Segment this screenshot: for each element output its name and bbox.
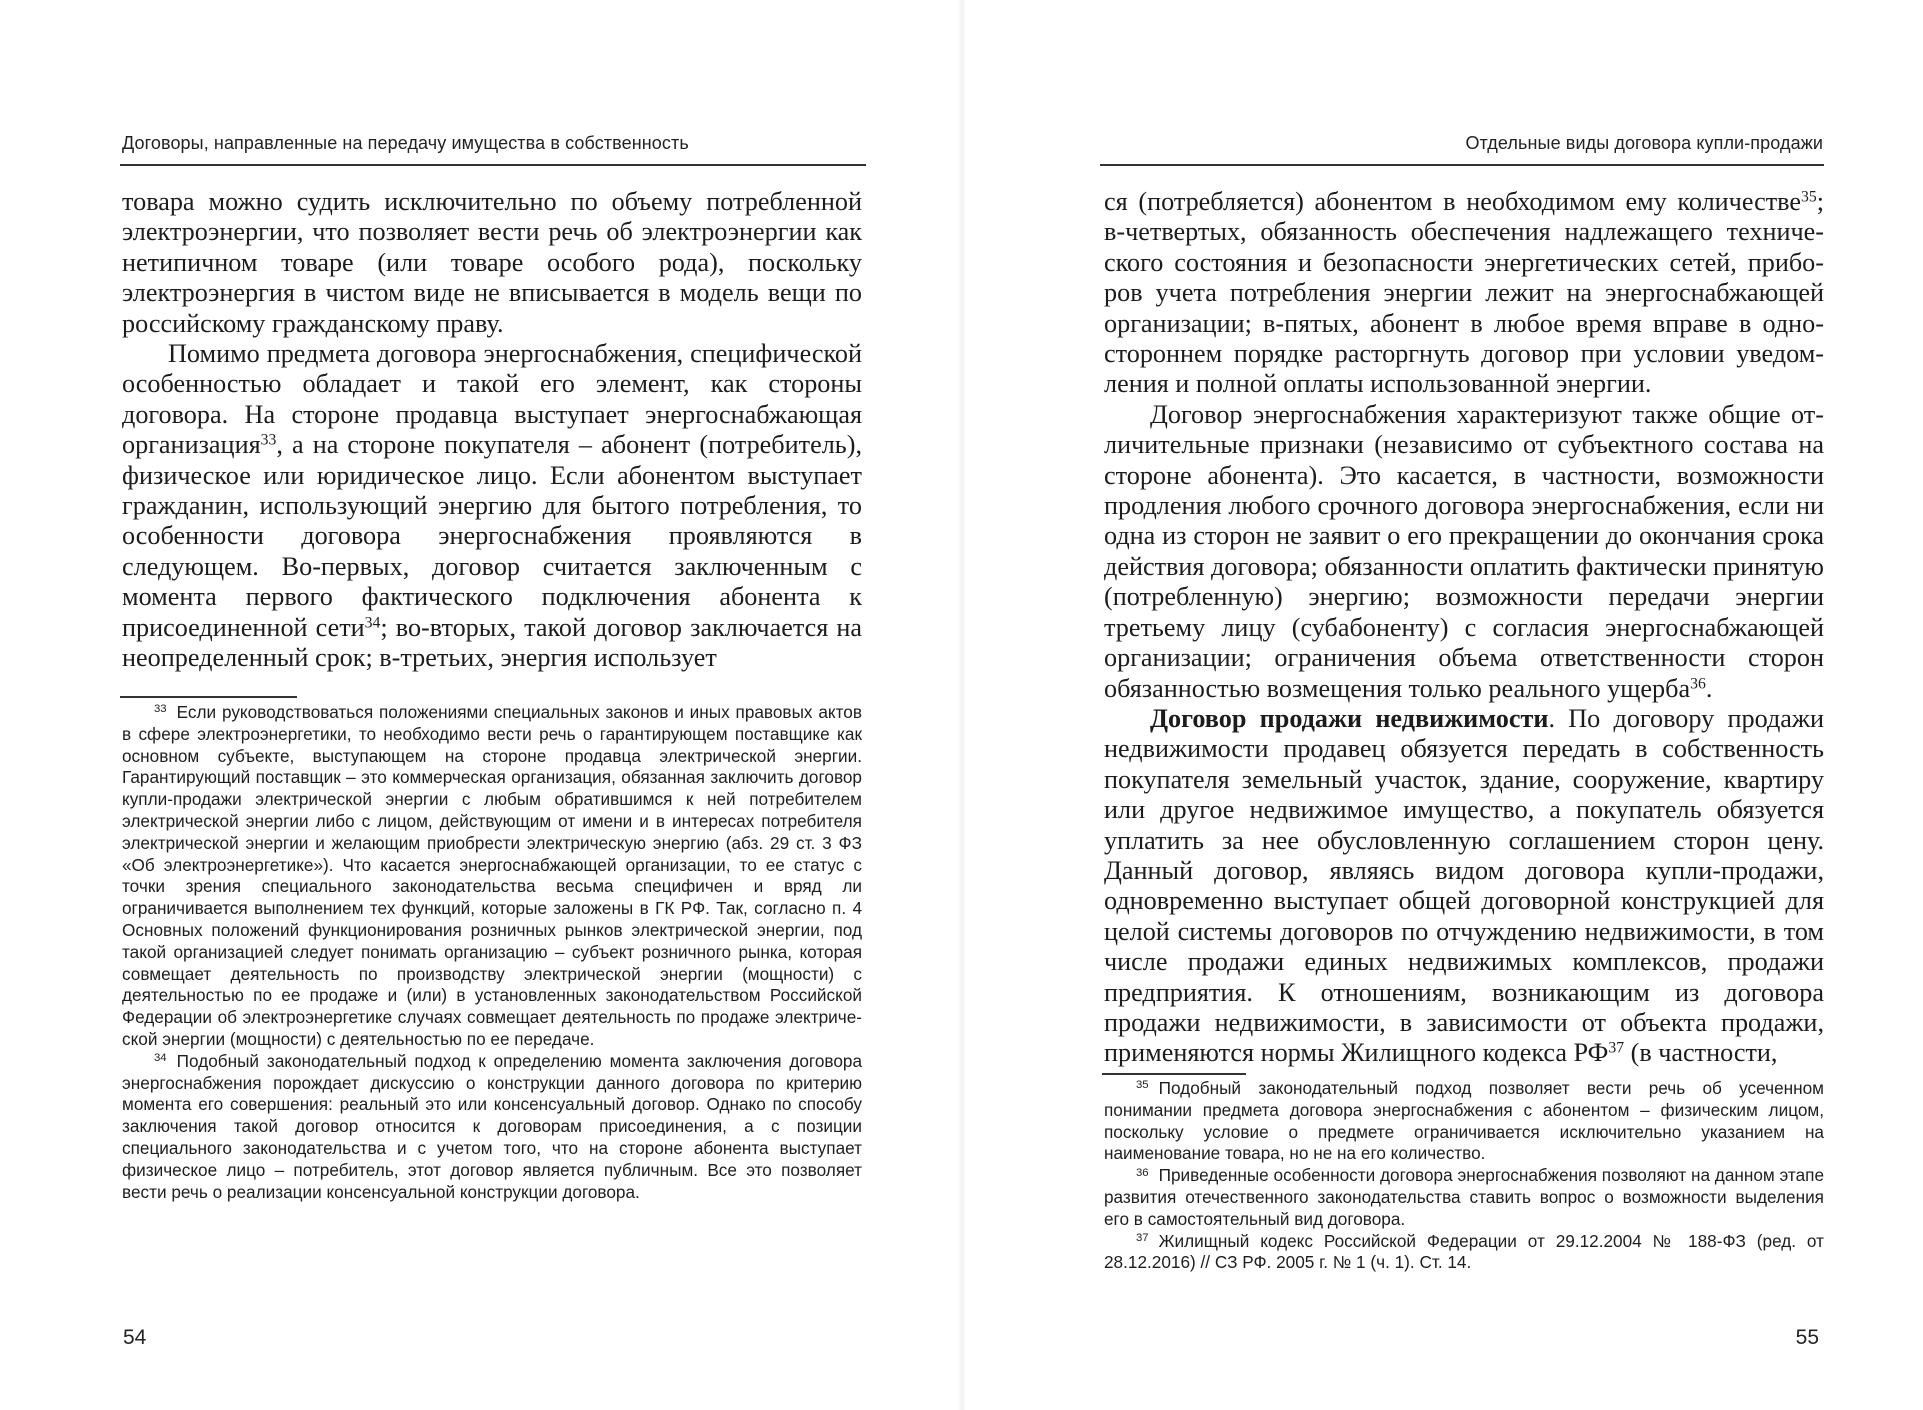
paragraph: Договор энергоснабжения характеризуют также общие отличительные признаки (независимо от субъектного состава на стороне абонента). Это касается, в частности, возможности продления любого срочного договора энергоснабжения, если ни одна из сторон не заявит о его прекращении до окончания срока действия договора; обязанности оплатить фактически принятую (потребленную) энергию; возможности передачи энергии третьему лицу (субабоненту) с согласия энергоснабжающей организации; ограничения объема ответственности сторон обязанностью возмещения только реального ущерба$^{36}$. xyxy=(1104,399,1824,703)
footnote-ref: 35 xyxy=(1801,188,1817,206)
page-number: 54 xyxy=(123,1326,147,1349)
footnote-number: 37 xyxy=(1136,1231,1149,1244)
footnote: $^{34}$ Подобный законодательный подход к определению момента заключения договора энергоснабжения порождает дискуссию о конструкции данного договора по критерию момента его совершения: реальный это или консенсуальный договор. Однако по способу заключения такой договор относится к договорам присоединения, а с позиции специального законодательства и с учетом того, что на стороне абонента выступает физическое лицо – потребитель, этот договор является публичным. Все это позволяет вести речь о реализации консенсуальной конструкции договора. xyxy=(122,1050,862,1202)
footnote-rule xyxy=(120,696,297,698)
footnote-number: 35 xyxy=(1136,1079,1149,1092)
footnote: $^{36}$ Приведенные особенности договора энергоснабжения позволяют на данном этапе развития отечественного законодательства ставить вопрос о возможности выделения его в самостоятельный вид договора. xyxy=(1104,1165,1825,1229)
footnote: $^{37}$ Жилищный кодекс Российской Федерации от 29.12.2004 № 188-ФЗ (ред. от 28.12.2016) // СЗ РФ. 2005 г. № 1 (ч. 1). Ст. 14. xyxy=(1104,1230,1824,1273)
footnote-ref: 34 xyxy=(364,614,381,632)
footnote: $^{35}$ Подобный законодательный подход позволяет вести речь об усеченном понимании предмета договора энергоснабжения с абонентом – физическим лицом, поскольку условие о предмете ограничивается исключительно указанием на наименование товара, но не на его количество. xyxy=(1104,1078,1824,1164)
footnote-ref: 33 xyxy=(260,431,277,449)
section-term: Договор продажи недвижимости xyxy=(1150,703,1549,733)
paragraph: товара можно судить исключительно по объему потребленной электроэнергии, что позволяет вести речь об электроэнергии как нетипичном товаре (или товаре особого рода), поскольку электроэнергия в чистом виде не вписывается в модель вещи по российскому гражданскому праву. xyxy=(122,187,862,338)
paragraph: Договор продажи недвижимости. По договору продажи недвижимости продавец обязуется передать в собственность покупателя земельный участок, здание, сооружение, квартиру или другое недвижимое имущество, а покупатель обязуется уплатить за нее обусловленную соглашением сторон цену. Данный договор, являясь видом договора купли-продажи, одновременно выступает общей договорной конструкцией для целой системы договоров по отчуждению недвижимости, в том числе продажи единых недвижимых комплексов, продажи предприятия. К отношениям, возникающим из договора продажи недвижимости, в зависимости от объекта продажи, применяются нормы Жилищного кодекса РФ$^{37}$ (в частности, xyxy=(1104,703,1825,1068)
footnote-ref: 36 xyxy=(1690,674,1706,692)
paragraph: ся (потребляется) абонентом в необходимом ему количестве$^{35}$; в-четвертых, обязанность обеспечения надлежащего технического состояния и безопасности энергетических сетей, приборов учета потребления энергии лежит на энергоснабжающей организации; в-пятых, абонент в любое время вправе в одностороннем порядке расторгнуть договор при условии уведомления и полной оплаты использованной энергии. xyxy=(1104,187,1824,399)
footnotes xyxy=(122,702,862,1203)
header-rule xyxy=(1100,164,1824,166)
page-number: 55 xyxy=(1795,1326,1819,1349)
footnotes xyxy=(1104,1078,1824,1274)
footnote-ref: 37 xyxy=(1608,1039,1625,1057)
footnote-number: 34 xyxy=(154,1052,167,1065)
footnote-number: 36 xyxy=(1136,1166,1149,1179)
paragraph: Помимо предмета договора энергоснабжения, специфической особенностью обладает и такой его элемент, как стороны договора. На стороне продавца выступает энергоснабжающая организация$^{33}$, а на стороне покупателя – абонент (потребитель), физическое или юридическое лицо. Если абонентом выступает гражданин, использующий энергию для бытого потребления, то особенности договора энергоснабжения проявляются в следующем. Во-первых, договор считается заключенным с момента первого фактического подключения абонента к присоединенной сети$^{34}$; во-вторых, такой договор заключается на неопределенный срок; в-третьих, энергия использует xyxy=(122,339,863,673)
running-head: Отдельные виды договора купли-продажи xyxy=(1465,133,1823,153)
main-text xyxy=(1104,187,1824,1069)
right-page xyxy=(962,0,1923,1410)
footnote-rule xyxy=(1102,1073,1246,1075)
footnote: $^{33}$ Если руководствоваться положениями специальных законов и иных правовых актов в сфере электроэнергетики, то необходимо вести речь о гарантирующем поставщике как основном субъекте, выступающем на стороне продавца электрической энергии. Гарантирующий поставщик – это коммерческая организация, обязанная заключить договор купли-продажи электрической энергии с любым обратившимся к ней потребителем электрической энергии либо с лицом, действующим от имени и в интересах потребителя электрической энергии и желающим приобрести электрическую энергию (абз. 29 ст. 3 ФЗ «Об электроэнергетике»). Что касается энергоснабжающей организации, то ее статус с точки зрения специального законодательства весьма специфичен и вряд ли ограничивается выполнением тех функций, которые заложены в ГК РФ. Так, согласно п. 4 Основных положений функционирования розничных рынков электрической энергии, под такой организацией следует понимать организацию – субъект розничного рынка, которая совмещает деятельность по производству электрической энергии (мощности) с деятельностью по ее продаже и (или) в установленных законодательством Российской Федерации об электроэнергетике случаях совмещает деятельность по продаже электрической энергии (мощности) с деятельностью по ее передаче. xyxy=(122,702,862,1049)
running-head: Договоры, направленные на передачу имущества в собственность xyxy=(122,133,689,153)
header-rule xyxy=(120,164,866,166)
main-text xyxy=(122,187,862,674)
footnote-number: 33 xyxy=(154,703,167,716)
